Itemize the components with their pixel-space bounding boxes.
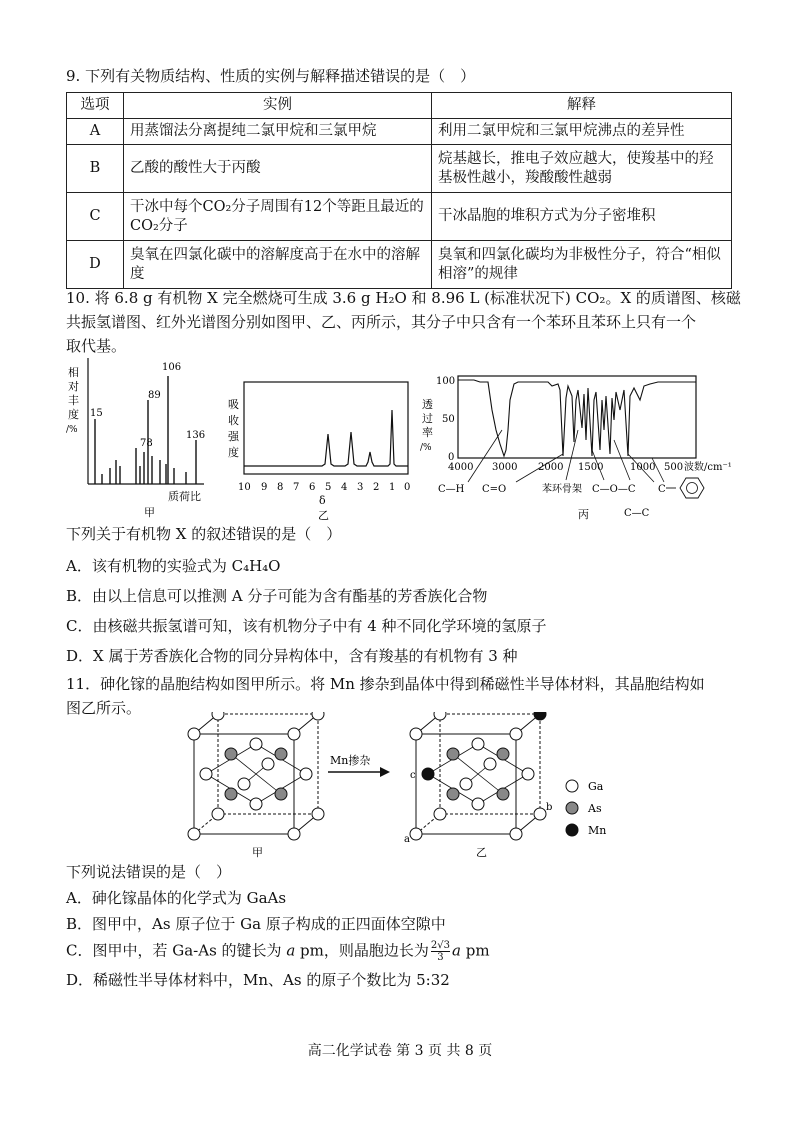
page-footer: 高二化学试卷 第 3 页 共 8 页 xyxy=(307,1043,493,1059)
ga-atom xyxy=(300,768,312,780)
q11-option-c-var2: a xyxy=(452,941,461,960)
nmr-ylabel-2: 收 xyxy=(228,414,239,427)
ga-atom xyxy=(434,712,446,720)
ir-xtick-1500: 1500 xyxy=(578,462,604,473)
q10-option-a: A．该有机物的实验式为 C₄H₄O xyxy=(66,557,281,575)
nmr-tick-2: 2 xyxy=(373,482,380,493)
q11-option-d: D．稀磁性半导体材料中，Mn、As 的原子个数比为 5:32 xyxy=(66,971,450,989)
ms-peak-label-15: 15 xyxy=(90,408,103,419)
q9-row-a-example: 用蒸馏法分离提纯二氯甲烷和三氯甲烷 xyxy=(124,119,432,145)
nmr-figure xyxy=(226,380,416,522)
ms-peak-label-89: 89 xyxy=(148,390,161,401)
ga-atom xyxy=(434,808,446,820)
nmr-ylabel-4: 度 xyxy=(228,446,239,459)
q9-row-c-option: C xyxy=(67,193,124,241)
mass-spectrum-figure xyxy=(64,356,224,520)
fraction xyxy=(431,940,450,963)
as-atom xyxy=(275,748,287,760)
ga-atom xyxy=(238,778,250,790)
q9-row-b-example: 乙酸的酸性大于丙酸 xyxy=(124,145,432,193)
atom-legend xyxy=(566,780,606,837)
q9-row-b-explain: 烷基越长，推电子效应越大，使羧基中的羟基极性越小，羧酸酸性越弱 xyxy=(432,145,732,193)
ga-atom xyxy=(312,712,324,720)
as-atom xyxy=(447,748,459,760)
crystal-cell-figure xyxy=(180,712,660,860)
ga-atom xyxy=(212,712,224,720)
ga-atom xyxy=(522,768,534,780)
ir-spectrum-line xyxy=(458,380,696,456)
nmr-tick-4: 4 xyxy=(341,482,348,493)
q10-question: 下列关于有机物 X 的叙述错误的是（ ） xyxy=(66,525,342,543)
q11-option-c-var: a xyxy=(286,941,296,960)
nmr-ylabel-1: 吸 xyxy=(228,398,239,411)
q9-row-b-option: B xyxy=(67,145,124,193)
ga-atom xyxy=(460,778,472,790)
ir-figure xyxy=(418,370,748,522)
as-atom xyxy=(225,748,237,760)
as-atom xyxy=(275,788,287,800)
ga-atom xyxy=(188,728,200,740)
nmr-tick-9: 9 xyxy=(261,482,268,493)
mn-doping-label: Mn掺杂 xyxy=(330,754,371,767)
nmr-tick-0: 0 xyxy=(404,482,411,493)
q9-stem: 9. 下列有关物质结构、性质的实例与解释描述错误的是（ ） xyxy=(66,67,476,85)
ms-caption: 甲 xyxy=(144,506,155,519)
arrow-icon xyxy=(380,767,390,777)
nmr-tick-8: 8 xyxy=(277,482,284,493)
ms-xlabel: 质荷比 xyxy=(168,490,201,503)
corner-label-b: b xyxy=(546,802,553,813)
ir-bond-ch: C—H xyxy=(438,484,465,495)
ir-xtick-1000: 1000 xyxy=(630,462,656,473)
ga-atom xyxy=(472,798,484,810)
ir-ylabel-2: 过 xyxy=(422,412,433,425)
nmr-tick-3: 3 xyxy=(357,482,364,493)
ir-xtick-2000: 2000 xyxy=(538,462,564,473)
fraction-denominator: 3 xyxy=(437,952,444,963)
ga-atom xyxy=(212,808,224,820)
q10-option-d: D．X 属于芳香族化合物的同分异构体中，含有羧基的有机物有 3 种 xyxy=(66,647,518,665)
fraction-numerator: 2√3 xyxy=(430,940,450,951)
q9-row-c-example: 干冰中每个CO₂分子周围有12个等距且最近的CO₂分子 xyxy=(124,193,432,241)
as-atom xyxy=(497,748,509,760)
ir-bond-coc: C—O—C xyxy=(592,484,636,495)
q10-stem-line3: 取代基。 xyxy=(66,337,127,355)
ms-peak-label-78: 78 xyxy=(140,438,153,449)
q9-row-c-explain: 干冰晶胞的堆积方式为分子密堆积 xyxy=(432,193,732,241)
q9-header-option: 选项 xyxy=(67,93,124,119)
q11-stem-line1: 11．砷化镓的晶胞结构如图甲所示。将 Mn 掺杂到晶体中得到稀磁性半导体材料，其晶胞结构如 xyxy=(66,675,705,693)
q9-table xyxy=(66,92,732,289)
ir-xunit: 波数/cm⁻¹ xyxy=(684,462,732,473)
q9-header-example: 实例 xyxy=(124,93,432,119)
q11-option-c-post: pm xyxy=(460,941,490,960)
cell-caption-left: 甲 xyxy=(252,846,263,859)
ir-caption: 丙 xyxy=(578,508,589,521)
corner-label-a: a xyxy=(404,834,410,845)
q9-row-d-example: 臭氧在四氯化碳中的溶解度高于在水中的溶解度 xyxy=(124,241,432,289)
ir-ytick-0: 0 xyxy=(448,452,455,463)
q11-stem-line2: 图乙所示。 xyxy=(66,699,142,717)
nmr-tick-5: 5 xyxy=(325,482,332,493)
q11-option-c-pre: C．图甲中，若 Ga-As 的键长为 xyxy=(66,941,282,960)
ir-ytick-50: 50 xyxy=(442,414,455,425)
nmr-tick-1: 1 xyxy=(389,482,396,493)
ir-bond-cc: C—C xyxy=(624,508,650,519)
nmr-tick-10: 10 xyxy=(238,482,251,493)
ir-xtick-500: 500 xyxy=(664,462,684,473)
q11-question: 下列说法错误的是（ ） xyxy=(66,863,232,881)
nmr-ylabel-3: 强 xyxy=(228,430,239,443)
q10-stem-line1: 10. 将 6.8 g 有机物 X 完全燃烧可生成 3.6 g H₂O 和 8.96 L (标准状况下) CO₂。X 的质谱图、核磁 xyxy=(66,289,741,307)
q10-option-c: C．由核磁共振氢谱可知，该有机物分子中有 4 种不同化学环境的氢原子 xyxy=(66,617,547,635)
as-atom xyxy=(447,788,459,800)
ga-atom xyxy=(410,828,422,840)
legend-mn: Mn xyxy=(588,824,607,837)
cell-caption-right: 乙 xyxy=(476,846,487,859)
nmr-caption: 乙 xyxy=(318,509,329,522)
ms-ylabel-2: 对 xyxy=(68,380,79,393)
q11-option-a: A．砷化镓晶体的化学式为 GaAs xyxy=(66,889,287,907)
q9-row-a-option: A xyxy=(67,119,124,145)
ir-bond-co: C=O xyxy=(482,484,507,495)
q11-option-c-mid: pm，则晶胞边长为 xyxy=(295,941,429,960)
q9-row-a-explain: 利用二氯甲烷和三氯甲烷沸点的差异性 xyxy=(432,119,732,145)
nmr-tick-7: 7 xyxy=(293,482,300,493)
ga-atom xyxy=(472,738,484,750)
q11-option-c xyxy=(66,940,490,963)
ga-atom xyxy=(288,828,300,840)
ms-ylabel-5: /% xyxy=(66,425,78,435)
mn-atom xyxy=(422,768,434,780)
ga-atom xyxy=(200,768,212,780)
ga-atom xyxy=(288,728,300,740)
ms-ylabel-4: 度 xyxy=(68,408,79,421)
ir-ytick-100: 100 xyxy=(436,376,456,387)
q10-stem-line2: 共振氢谱图、红外光谱图分别如图甲、乙、丙所示，其分子中只含有一个苯环且苯环上只有一个 xyxy=(66,313,697,331)
ga-atom xyxy=(312,808,324,820)
q9-header-explain: 解释 xyxy=(432,93,732,119)
ir-ylabel-1: 透 xyxy=(422,398,433,411)
ms-ylabel-1: 相 xyxy=(68,366,79,379)
corner-label-c: c xyxy=(410,770,416,781)
ga-atom xyxy=(250,798,262,810)
q11-option-b: B．图甲中，As 原子位于 Ga 原子构成的正四面体空隙中 xyxy=(66,915,446,933)
ir-xtick-4000: 4000 xyxy=(448,462,474,473)
q10-option-b: B．由以上信息可以推测 A 分子可能为含有酯基的芳香族化合物 xyxy=(66,587,488,605)
as-atom xyxy=(225,788,237,800)
legend-ga: Ga xyxy=(588,780,604,793)
ga-atom xyxy=(410,728,422,740)
mn-atom xyxy=(534,712,546,720)
svg-text:C: C xyxy=(658,484,666,495)
ir-ylabel-4: /% xyxy=(420,443,432,453)
q9-row-d-option: D xyxy=(67,241,124,289)
ir-xtick-3000: 3000 xyxy=(492,462,518,473)
ms-peak-label-136: 136 xyxy=(186,430,206,441)
nmr-xlabel: δ xyxy=(319,494,326,507)
nmr-x-ticks xyxy=(238,482,410,493)
ir-ylabel-3: 率 xyxy=(422,426,433,439)
ga-atom xyxy=(250,738,262,750)
ga-atom xyxy=(510,728,522,740)
ga-atom xyxy=(510,828,522,840)
legend-as: As xyxy=(588,802,602,815)
ga-atom xyxy=(484,758,496,770)
ga-atom xyxy=(534,808,546,820)
q9-row-d-explain: 臭氧和四氯化碳均为非极性分子，符合“相似相溶”的规律 xyxy=(432,241,732,289)
nmr-spectrum-line xyxy=(244,410,408,466)
ir-bond-benzene: 苯环骨架 xyxy=(542,484,582,495)
ga-atom xyxy=(262,758,274,770)
ga-atom xyxy=(188,828,200,840)
ms-ylabel-3: 丰 xyxy=(68,394,79,407)
ms-peak-label-106: 106 xyxy=(162,362,182,373)
as-atom xyxy=(497,788,509,800)
nmr-tick-6: 6 xyxy=(309,482,316,493)
